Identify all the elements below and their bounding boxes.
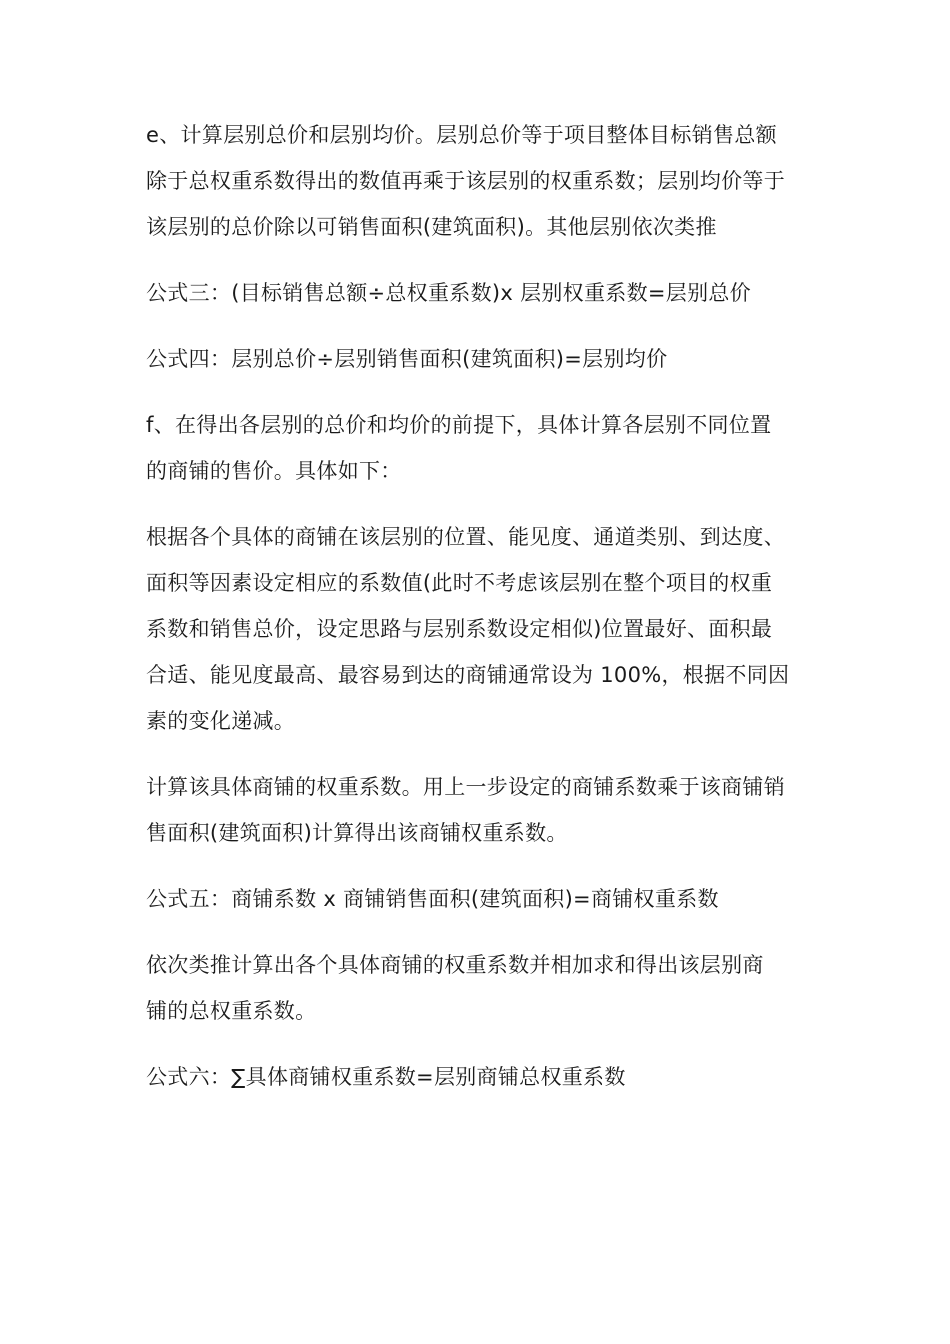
paragraph-step-e xyxy=(146,112,810,250)
text-line: 公式四：层别总价÷层别销售面积(建筑面积)=层别均价 xyxy=(146,347,668,371)
text-line: 合适、能见度最高、最容易到达的商铺通常设为 100%，根据不同因 xyxy=(146,663,790,687)
text-line: 系数和销售总价，设定思路与层别系数设定相似)位置最好、面积最 xyxy=(146,617,773,641)
text-line: 依次类推计算出各个具体商铺的权重系数并相加求和得出该层别商 xyxy=(146,953,764,977)
formula-four xyxy=(146,336,810,382)
text-line: 计算该具体商铺的权重系数。用上一步设定的商铺系数乘于该商铺销 xyxy=(146,775,785,799)
text-line: 素的变化递减。 xyxy=(146,709,296,733)
text-line: 面积等因素设定相应的系数值(此时不考虑该层别在整个项目的权重 xyxy=(146,571,773,595)
text-line: e、计算层别总价和层别均价。层别总价等于项目整体目标销售总额 xyxy=(146,123,777,147)
text-line: 该层别的总价除以可销售面积(建筑面积)。其他层别依次类推 xyxy=(146,215,717,239)
formula-five xyxy=(146,876,810,922)
text-line: f、在得出各层别的总价和均价的前提下，具体计算各层别不同位置 xyxy=(146,413,772,437)
paragraph-shop-weight xyxy=(146,764,810,856)
document-page xyxy=(146,112,810,1120)
text-line: 售面积(建筑面积)计算得出该商铺权重系数。 xyxy=(146,821,568,845)
paragraph-step-f xyxy=(146,402,810,494)
text-line: 根据各个具体的商铺在该层别的位置、能见度、通道类别、到达度、 xyxy=(146,525,785,549)
text-line: 除于总权重系数得出的数值再乘于该层别的权重系数；层别均价等于 xyxy=(146,169,785,193)
text-line: 公式五：商铺系数 x 商铺销售面积(建筑面积)=商铺权重系数 xyxy=(146,887,719,911)
text-line: 公式三：(目标销售总额÷总权重系数)x 层别权重系数=层别总价 xyxy=(146,281,751,305)
formula-three xyxy=(146,270,810,316)
paragraph-coefficient-setting xyxy=(146,514,810,744)
text-line: 的商铺的售价。具体如下： xyxy=(146,459,402,483)
formula-six xyxy=(146,1054,810,1100)
paragraph-total-weight xyxy=(146,942,810,1034)
text-line: 公式六：∑具体商铺权重系数=层别商铺总权重系数 xyxy=(146,1065,626,1089)
text-line: 铺的总权重系数。 xyxy=(146,999,317,1023)
